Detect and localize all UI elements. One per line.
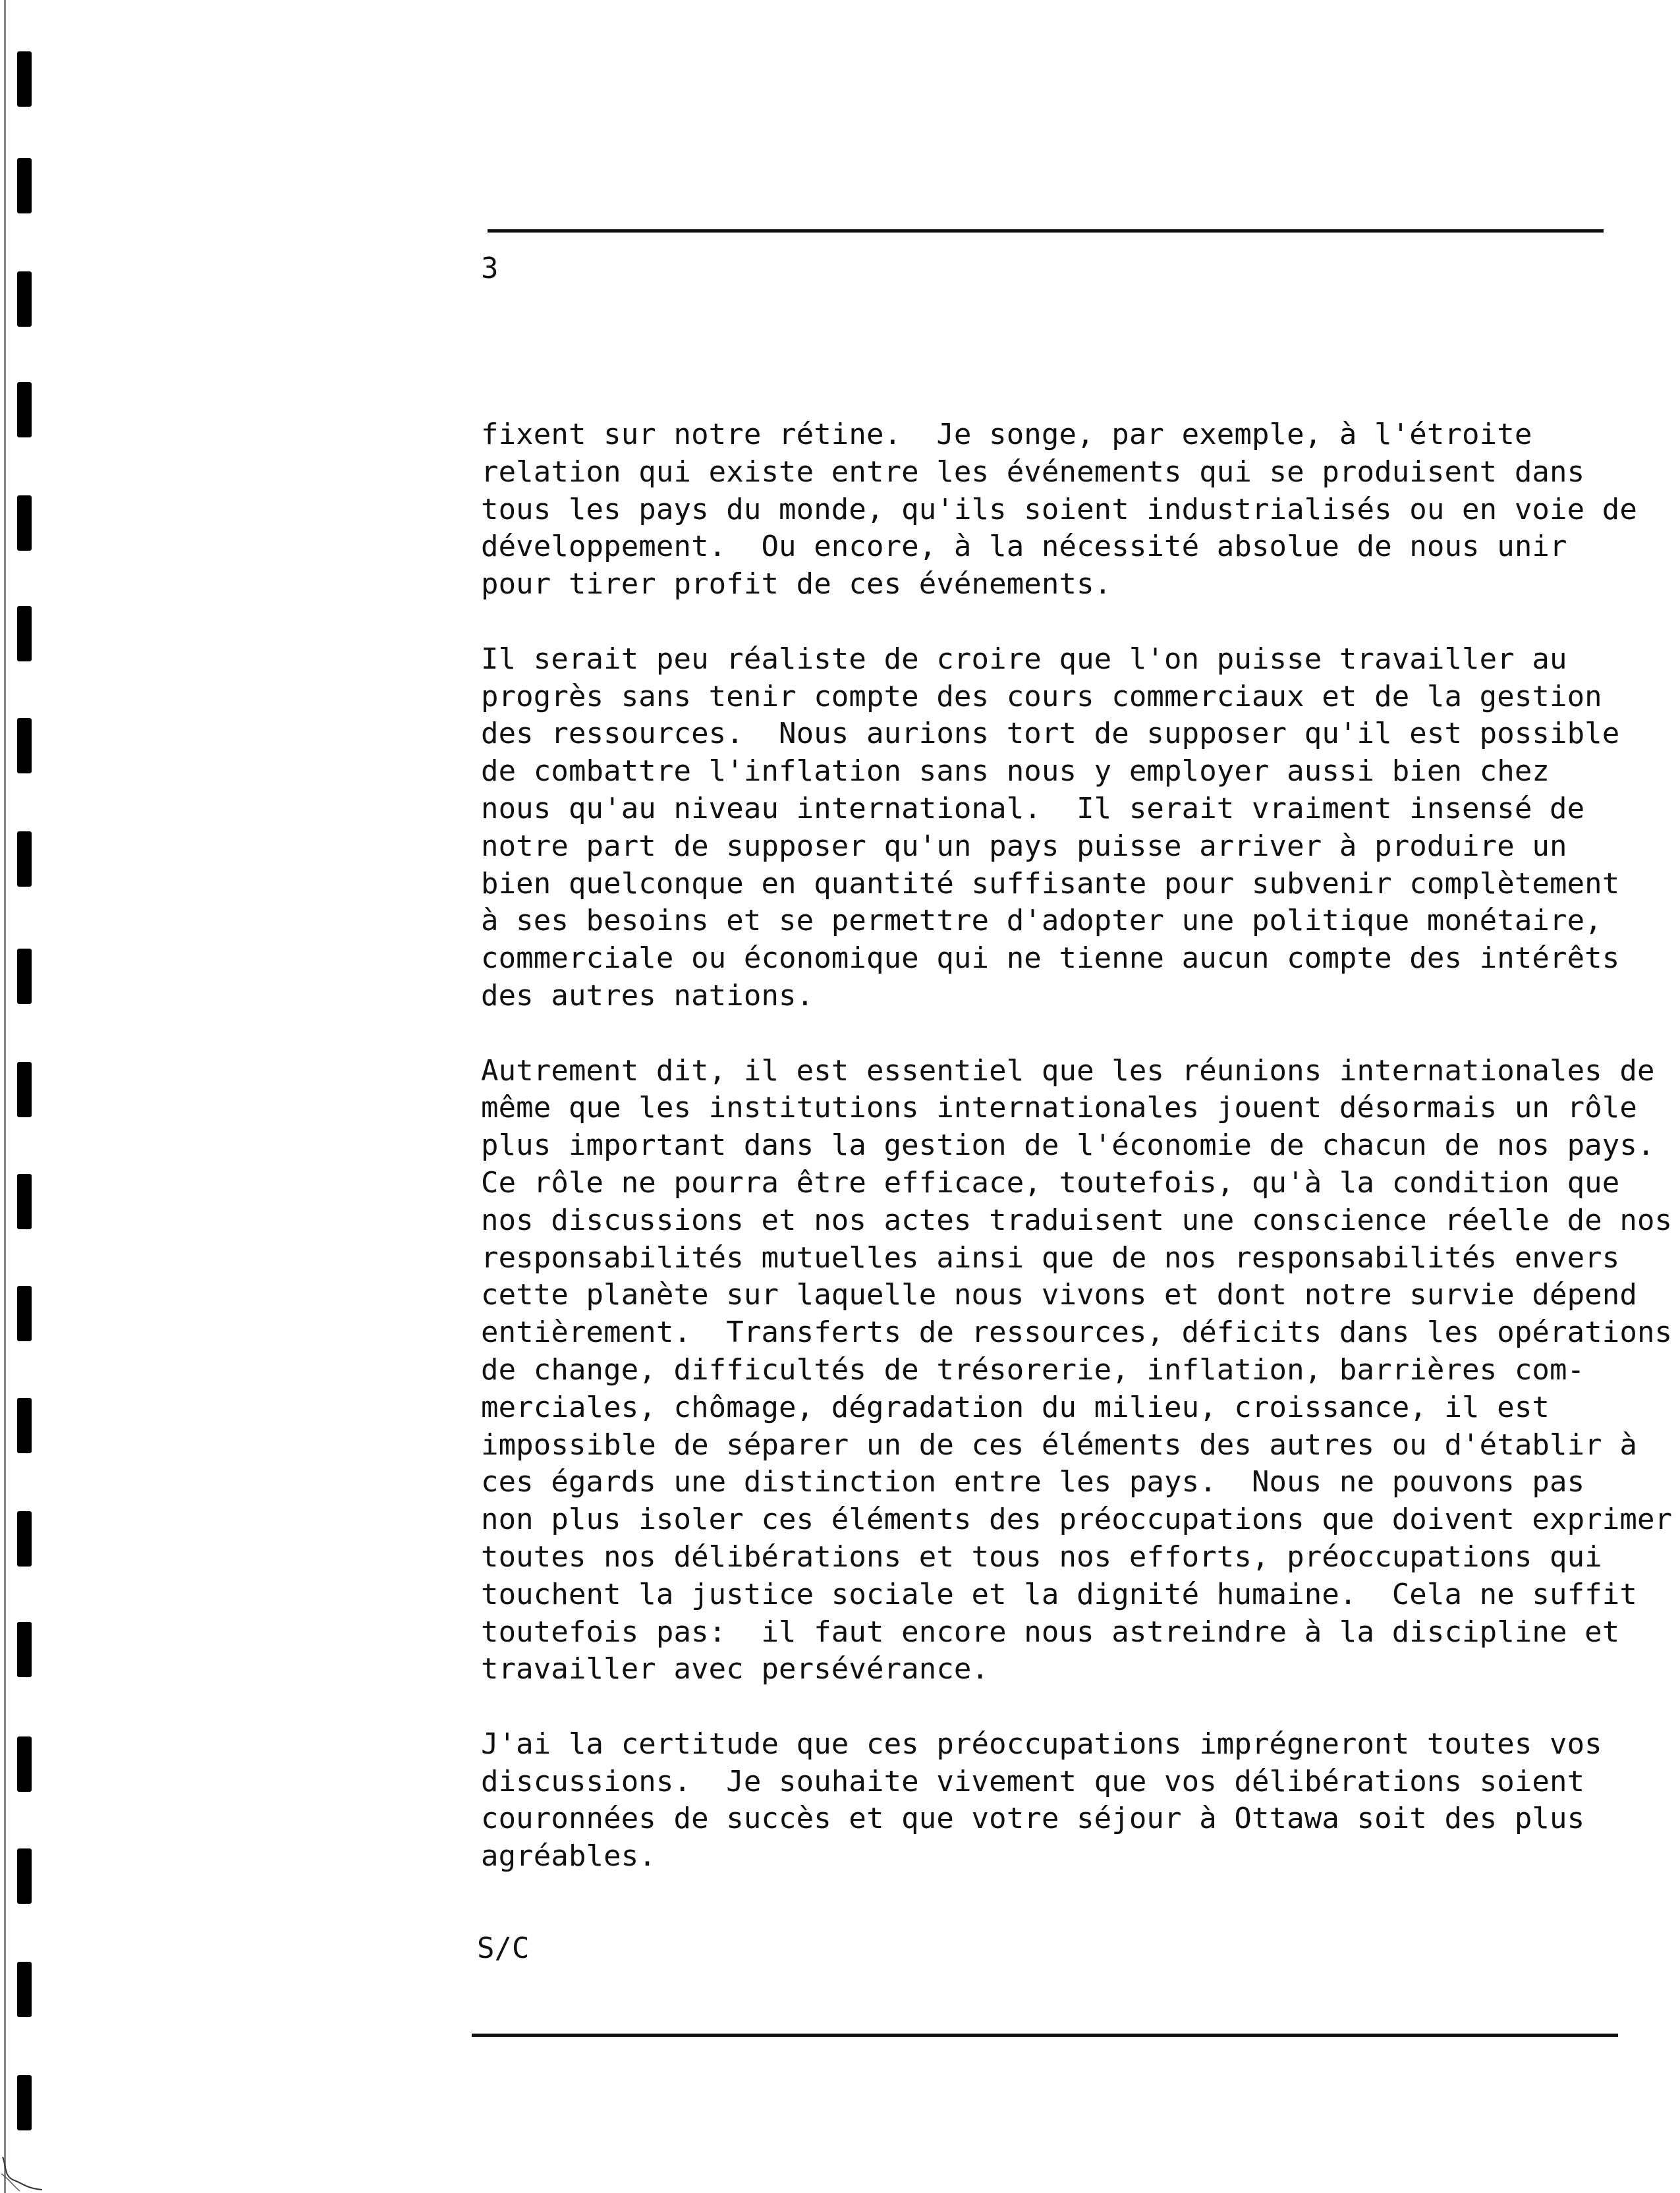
text-line: commerciale ou économique qui ne tienne aucun compte des intérêts: [481, 941, 1620, 976]
text-line: bien quelconque en quantité suffisante pour subvenir complètement: [481, 866, 1620, 901]
text-line: Il serait peu réaliste de croire que l'on puisse travailler au: [481, 642, 1567, 676]
text-line: entièrement. Transferts de ressources, déficits dans les opérations: [481, 1316, 1673, 1350]
binding-punch-marks: [17, 0, 37, 2193]
text-line: merciales, chômage, dégradation du milieu, croissance, il est: [481, 1390, 1550, 1424]
text-line: toutefois pas: il faut encore nous astreindre à la discipline et: [481, 1615, 1620, 1649]
punch-mark: [17, 158, 32, 213]
text-line: travailler avec persévérance.: [481, 1652, 990, 1686]
punch-mark: [17, 949, 32, 1004]
text-line: nos discussions et nos actes traduisent une conscience réelle de nos: [481, 1203, 1673, 1237]
text-line: pour tirer profit de ces événements.: [481, 567, 1112, 601]
paragraph: [481, 416, 1637, 603]
paragraph: [481, 1053, 1673, 1689]
punch-mark: [17, 1736, 32, 1792]
text-line: progrès sans tenir compte des cours commerciaux et de la gestion: [481, 679, 1602, 713]
text-line: plus important dans la gestion de l'économie de chacun de nos pays.: [481, 1128, 1655, 1163]
text-line: agréables.: [481, 1839, 656, 1874]
bottom-rule: [472, 2034, 1618, 2037]
corner-scan-mark: [0, 2154, 46, 2193]
punch-mark: [17, 1398, 32, 1453]
text-line: même que les institutions internationales jouent désormais un rôle: [481, 1091, 1637, 1125]
top-rule: [488, 229, 1604, 233]
text-line: toutes nos délibérations et tous nos efforts, préoccupations qui: [481, 1540, 1602, 1574]
punch-mark: [17, 606, 32, 661]
punch-mark: [17, 1511, 32, 1567]
text-line: notre part de supposer qu'un pays puisse arriver à produire un: [481, 829, 1567, 863]
text-line: touchent la justice sociale et la dignité humaine. Cela ne suffit: [481, 1577, 1637, 1611]
body-text: [481, 416, 1673, 1913]
punch-mark: [17, 51, 32, 107]
punch-mark: [17, 271, 32, 327]
text-line: impossible de séparer un de ces éléments des autres ou d'établir à: [481, 1428, 1637, 1462]
text-line: fixent sur notre rétine. Je songe, par exemple, à l'étroite: [481, 418, 1532, 451]
punch-mark: [17, 1962, 32, 2017]
text-line: nous qu'au niveau international. Il serait vraiment insensé de: [481, 791, 1585, 825]
text-line: tous les pays du monde, qu'ils soient industrialisés ou en voie de: [481, 492, 1637, 526]
text-line: discussions. Je souhaite vivement que vos délibérations soient: [481, 1764, 1585, 1798]
punch-mark: [17, 831, 32, 887]
text-line: J'ai la certitude que ces préoccupations imprégneront toutes vos: [481, 1727, 1602, 1761]
punch-mark: [17, 382, 32, 437]
punch-mark: [17, 2075, 32, 2130]
punch-mark: [17, 495, 32, 551]
punch-mark: [17, 1286, 32, 1341]
signoff-initials: S/C: [477, 1931, 530, 1965]
text-line: non plus isoler ces éléments des préoccupations que doivent exprimer: [481, 1503, 1673, 1537]
text-line: Ce rôle ne pourra être efficace, toutefois, qu'à la condition que: [481, 1165, 1620, 1200]
text-line: à ses besoins et se permettre d'adopter une politique monétaire,: [481, 904, 1602, 938]
text-line: de combattre l'inflation sans nous y employer aussi bien chez: [481, 754, 1550, 789]
text-line: relation qui existe entre les événements qui se produisent dans: [481, 455, 1585, 489]
text-line: cette planète sur laquelle nous vivons et dont notre survie dépend: [481, 1278, 1637, 1312]
text-line: développement. Ou encore, à la nécessité absolue de nous unir: [481, 530, 1567, 564]
text-line: des autres nations.: [481, 978, 814, 1013]
paragraph: [481, 641, 1627, 1015]
page-edge-line: [4, 0, 6, 2193]
text-line: de change, difficultés de trésorerie, inflation, barrières com-: [481, 1352, 1585, 1387]
punch-mark: [17, 718, 32, 773]
punch-mark: [17, 1174, 32, 1229]
paragraph: [481, 1726, 1627, 1875]
text-line: des ressources. Nous aurions tort de supposer qu'il est possible: [481, 717, 1620, 751]
text-line: couronnées de succès et que votre séjour à Ottawa soit des plus: [481, 1802, 1585, 1836]
text-line: responsabilités mutuelles ainsi que de nos responsabilités envers: [481, 1240, 1620, 1275]
punch-mark: [17, 1848, 32, 1904]
text-line: Autrement dit, il est essentiel que les réunions internationales de: [481, 1053, 1655, 1088]
punch-mark: [17, 1062, 32, 1117]
punch-mark: [17, 1622, 32, 1677]
text-line: ces égards une distinction entre les pays. Nous ne pouvons pas: [481, 1465, 1585, 1499]
page-number: 3: [481, 252, 499, 285]
